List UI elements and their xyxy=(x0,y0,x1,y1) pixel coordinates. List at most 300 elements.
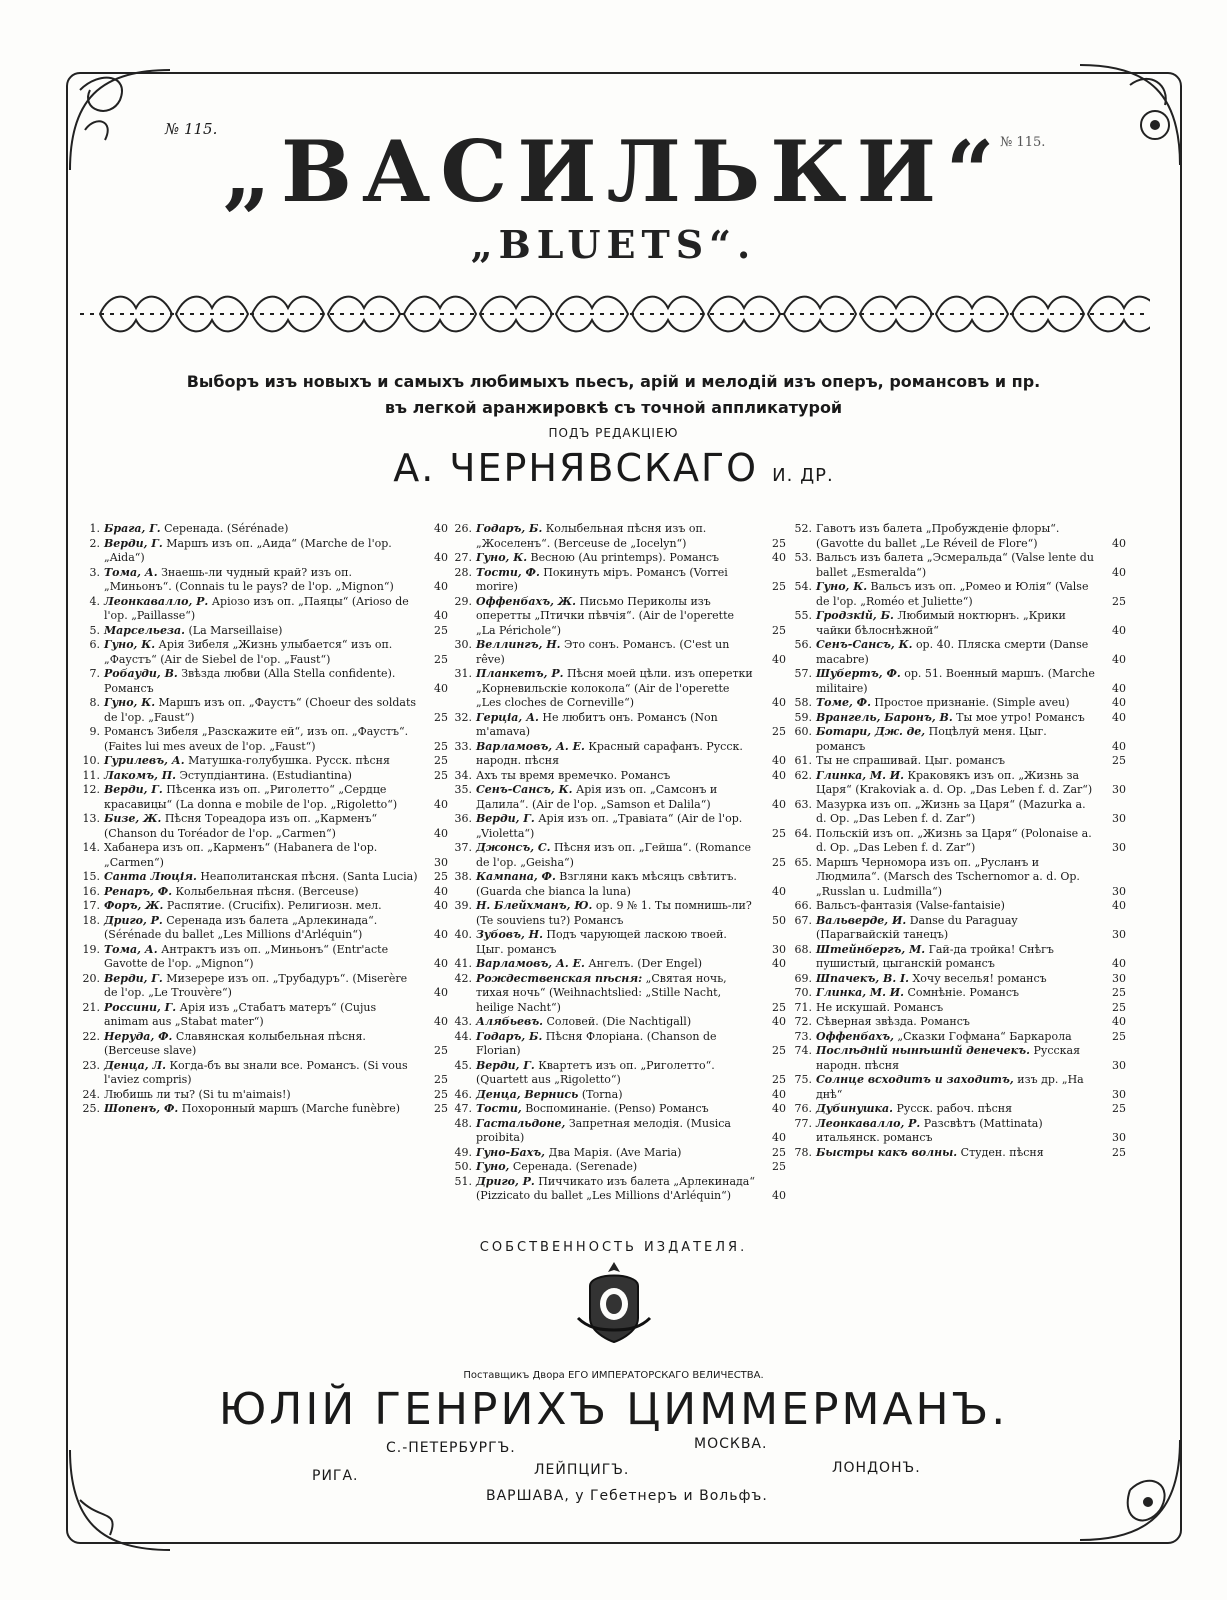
entry-text xyxy=(476,522,756,551)
entry-price: 40 xyxy=(1112,536,1126,550)
entry-title: Ахъ ты время времечко. Романсъ xyxy=(476,768,671,782)
city-moscow: МОСКВА. xyxy=(694,1436,768,1452)
entry-number: 26. xyxy=(454,522,472,535)
entry-number: 4. xyxy=(89,594,100,608)
entry-text xyxy=(816,609,1096,638)
entry-price: 25 xyxy=(772,1073,786,1086)
entry-price: 30 xyxy=(1112,783,1126,796)
entry-title: Вальсъ изъ балета „Эсмеральда“ (Valse lente du ballet „Esmeralda“) xyxy=(816,551,1094,579)
entry-composer: Варламовъ, А. Е. xyxy=(476,957,585,970)
entry-number: 25. xyxy=(82,1102,100,1115)
editor-name-text: А. ЧЕРНЯВСКАГО xyxy=(393,446,759,490)
entry-price: 40 xyxy=(772,696,786,709)
entry-number: 7. xyxy=(89,667,100,680)
entry-price: 40 xyxy=(434,986,448,999)
entry-composer: Штейнбергъ, М. xyxy=(816,942,926,956)
entry-title: Похоронный маршъ (Marche funèbre) xyxy=(181,1102,401,1115)
catalog-entry xyxy=(80,522,448,537)
entry-number: 16. xyxy=(82,884,100,898)
entry-composer: Денца, Вернись xyxy=(476,1087,579,1101)
entry-composer: Гуно, xyxy=(476,1160,510,1173)
entry-price: 40 xyxy=(434,928,448,941)
entry-composer: Шопенъ, Ф. xyxy=(104,1102,179,1115)
entry-number: 69. xyxy=(794,971,812,985)
entry-text xyxy=(476,972,756,1016)
entry-text xyxy=(104,943,418,972)
entry-price: 40 xyxy=(1112,696,1126,709)
entry-number: 3. xyxy=(89,565,100,579)
entry-title: Весною (Au printemps). Романсъ xyxy=(530,551,719,564)
entry-title: Это сонъ. Романсъ. (C'est un rêve) xyxy=(476,638,730,666)
description-line-3: ПОДЪ РЕДАКЦІЕЮ xyxy=(548,426,679,440)
entry-price: 25 xyxy=(772,725,786,738)
entry-price: 30 xyxy=(1112,971,1126,985)
entry-number: 2. xyxy=(89,536,100,550)
entry-title: Вальсъ-фантазія (Valse-fantaisie) xyxy=(816,899,1005,912)
entry-composer: Оффенбахъ, Ж. xyxy=(476,594,576,608)
entry-title: Серенада изъ балета „Арлекинада“. (Sérénade du ballet „Les Millions d'Arléquin“) xyxy=(104,913,378,941)
entry-number: 1. xyxy=(89,522,100,535)
entry-number: 20. xyxy=(82,971,100,985)
entry-title: Пѣсня Флоріана. (Chanson de Florian) xyxy=(476,1029,717,1057)
catalog-entry xyxy=(452,812,786,841)
entry-text xyxy=(816,551,1096,580)
entry-text xyxy=(104,1001,418,1030)
catalog-entry xyxy=(792,1102,1126,1117)
entry-title: Любимый ноктюрнъ. „Крики чайки бѣлоснѣжной“ xyxy=(816,609,1066,637)
imperial-crest-icon xyxy=(574,1258,654,1344)
entry-price: 25 xyxy=(772,1044,786,1057)
entry-text xyxy=(476,899,756,928)
entry-price: 40 xyxy=(772,1102,786,1115)
entry-composer: Бизе, Ж. xyxy=(104,812,162,825)
entry-number: 60. xyxy=(794,725,812,738)
catalog-entry xyxy=(452,972,786,1016)
entry-title: Воспоминаніе. (Penso) Романсъ xyxy=(525,1102,709,1115)
entry-composer: Гуно, К. xyxy=(816,580,868,593)
supplier-line: Поставщикъ Двора ЕГО ИМПЕРАТОРСКАГО ВЕЛИЧЕСТВА. xyxy=(463,1370,764,1381)
catalog-entry xyxy=(792,580,1126,609)
entry-number: 32. xyxy=(454,710,472,724)
entry-number: 78. xyxy=(794,1145,812,1159)
catalog-entry xyxy=(452,522,786,551)
catalog-entry xyxy=(80,725,448,754)
entry-number: 37. xyxy=(454,841,472,854)
entry-price: 40 xyxy=(434,1015,448,1028)
entry-title: Арія изъ „Стабатъ матеръ“ (Cujus animam aus „Stabat mater“) xyxy=(104,1000,377,1028)
entry-title: Мизерере изъ оп. „Трубадуръ“. (Miserère de l'op. „Le Trouvère“) xyxy=(104,971,408,999)
entry-price: 40 xyxy=(434,797,448,811)
entry-text xyxy=(816,798,1096,827)
entry-price: 25 xyxy=(434,768,448,782)
entry-composer: Дриго, Р. xyxy=(104,913,163,927)
catalog-entry xyxy=(452,740,786,769)
entry-composer: Форъ, Ж. xyxy=(104,899,164,912)
entry-number: 24. xyxy=(82,1087,100,1101)
entry-price: 30 xyxy=(1112,812,1126,825)
catalog-entry xyxy=(792,1073,1126,1102)
entry-title: Мазурка изъ оп. „Жизнь за Царя“ (Mazurka a. d. Op. „Das Leben f. d. Zar“) xyxy=(816,797,1086,825)
entry-title: Не искушай. Романсъ xyxy=(816,1000,944,1014)
entry-text xyxy=(104,522,418,537)
entry-price: 40 xyxy=(434,609,448,622)
catalog-entry xyxy=(80,1059,448,1088)
entry-title: „Сказки Гофмана“ Баркарола xyxy=(897,1029,1072,1043)
catalog-entry xyxy=(452,711,786,740)
catalog-entry xyxy=(80,769,448,784)
entry-composer: Верди, Г. xyxy=(104,536,163,550)
catalog-entry xyxy=(452,1030,786,1059)
entry-number: 12. xyxy=(82,783,100,796)
entry-title: Хабанера изъ оп. „Карменъ“ (Habanera de l'op. „Carmen“) xyxy=(104,841,378,869)
entry-number: 51. xyxy=(454,1174,472,1188)
catalog-entry xyxy=(80,783,448,812)
entry-number: 56. xyxy=(794,638,812,651)
entry-number: 10. xyxy=(82,754,100,767)
catalog-entry xyxy=(792,1015,1126,1030)
entry-title: Гавотъ изъ балета „Пробужденіе флоры“. (Gavotte du ballet „Le Réveil de Flore“) xyxy=(816,522,1060,550)
entry-text xyxy=(816,914,1096,943)
catalog-entry xyxy=(792,1117,1126,1146)
entry-composer: Шпачекъ, В. І. xyxy=(816,971,909,985)
entry-composer: Оффенбахъ, xyxy=(816,1029,894,1043)
entry-text xyxy=(104,1088,418,1103)
entry-title: Матушка-голубушка. Русск. пѣсня xyxy=(188,754,390,767)
entry-composer: Тости, xyxy=(476,1102,522,1115)
entry-composer: Тости, Ф. xyxy=(476,565,540,579)
entry-number: 59. xyxy=(794,710,812,724)
entry-number: 64. xyxy=(794,826,812,840)
entry-text xyxy=(476,638,756,667)
entry-composer: Робауди, В. xyxy=(104,667,178,680)
entry-text xyxy=(104,754,418,769)
entry-text xyxy=(816,711,1096,726)
entry-composer: Леонкавалло, Р. xyxy=(104,594,209,608)
entry-title: Гай-да тройка! Снѣгъ пушистый, цыганскій романсъ xyxy=(816,942,1054,970)
entry-number: 66. xyxy=(794,899,812,912)
catalog-entry xyxy=(80,812,448,841)
entry-composer: Гурилевъ, А. xyxy=(104,754,185,767)
entry-composer: Тома, А. xyxy=(104,942,158,956)
entry-text xyxy=(104,1102,418,1117)
entry-title: Ты не спрашивай. Цыг. романсъ xyxy=(816,754,1006,767)
catalog-entry xyxy=(452,783,786,812)
entry-composer: Глинка, М. И. xyxy=(816,768,904,782)
entry-title: Маршъ изъ оп. „Аида“ (Marche de l'op. „Aida“) xyxy=(104,536,392,564)
entry-price: 40 xyxy=(772,754,786,767)
entry-price: 40 xyxy=(434,884,448,898)
entry-title: Арія Зибеля „Жизнь улыбается“ изъ оп. „Фаустъ“ (Air de Siebel de l'op. „Faust“) xyxy=(104,638,393,666)
entry-title: Пѣсня Тореадора изъ оп. „Карменъ“ (Chanson du Toréador de l'op. „Carmen“) xyxy=(104,812,378,840)
entry-price: 25 xyxy=(772,1160,786,1173)
entry-composer: Верди, Г. xyxy=(476,812,535,825)
entry-text xyxy=(476,566,756,595)
entry-price: 25 xyxy=(772,580,786,593)
entry-text xyxy=(476,740,756,769)
entry-number: 8. xyxy=(89,696,100,709)
entry-price: 40 xyxy=(772,652,786,666)
catalog-entry xyxy=(452,1146,786,1161)
entry-number: 55. xyxy=(794,609,812,622)
entry-title: Хочу веселья! романсъ xyxy=(912,971,1047,985)
catalog-entry xyxy=(80,914,448,943)
entry-text xyxy=(104,566,418,595)
entry-title: Любишь ли ты? (Si tu m'aimais!) xyxy=(104,1087,291,1101)
entry-title: Эступдіантина. (Estudiantina) xyxy=(179,768,352,782)
entry-price: 40 xyxy=(1112,957,1126,970)
entry-composer: Послѣдній нынѣшній денечекъ. xyxy=(816,1044,1030,1057)
entry-text xyxy=(104,841,418,870)
entry-text xyxy=(476,1030,756,1059)
entry-text xyxy=(476,870,756,899)
issue-number-left: № 115. xyxy=(165,120,218,138)
entry-text xyxy=(104,914,418,943)
entry-text xyxy=(816,696,1096,711)
entry-number: 70. xyxy=(794,986,812,999)
entry-composer: Леонкавалло, Р. xyxy=(816,1116,921,1130)
entry-title: Польскій изъ оп. „Жизнь за Царя“ (Polonaise a. d. Op. „Das Leben f. d. Zar“) xyxy=(816,826,1092,854)
description-line-1: Выборъ изъ новыхъ и самыхъ любимыхъ пьесъ, арій и мелодій изъ оперъ, романсовъ и пр. xyxy=(186,372,1041,391)
entry-title: ор. 51. Военный маршъ. (Marche militaire) xyxy=(816,667,1095,695)
city-warsaw: ВАРШАВА, у Гебетнеръ и Вольфъ. xyxy=(486,1488,768,1504)
entry-title: Маршъ Черномора изъ оп. „Русланъ и Людмила“. (Marsch des Tschernomor a. d. Op. „Russlan u. Ludmilla“) xyxy=(816,855,1080,898)
entry-number: 15. xyxy=(82,870,100,883)
entry-text xyxy=(816,1044,1096,1073)
entry-title: Распятие. (Crucifix). Религиозн. мел. xyxy=(166,899,382,912)
catalog-entry xyxy=(80,943,448,972)
entry-title: Колыбельная пѣсня изъ оп. „Жоселенъ“. (Berceuse de „Iocelyn“) xyxy=(476,522,707,550)
entry-price: 40 xyxy=(772,1189,786,1202)
entry-composer: Брага, Г. xyxy=(104,522,161,535)
entry-price: 25 xyxy=(434,652,448,666)
entry-title: Неаполитанская пѣсня. (Santa Lucia) xyxy=(200,870,418,883)
entry-title: изъ др. „На днѣ“ xyxy=(816,1073,1084,1101)
catalog-entry xyxy=(792,986,1126,1001)
catalog-entry xyxy=(792,551,1126,580)
catalog-entry xyxy=(792,711,1126,726)
entry-number: 54. xyxy=(794,580,812,593)
entry-price: 25 xyxy=(434,1073,448,1086)
entry-price: 25 xyxy=(772,1000,786,1014)
entry-number: 52. xyxy=(794,522,812,535)
entry-price: 25 xyxy=(434,1087,448,1101)
catalog-entry xyxy=(452,551,786,566)
entry-number: 75. xyxy=(794,1073,812,1086)
entry-text xyxy=(104,624,418,639)
entry-price: 25 xyxy=(434,870,448,883)
catalog-entry xyxy=(792,798,1126,827)
catalog-entry xyxy=(792,943,1126,972)
entry-price: 25 xyxy=(434,1102,448,1115)
page-title: „ВАСИЛЬКИ“ xyxy=(222,122,1005,221)
entry-number: 49. xyxy=(454,1145,472,1159)
entry-number: 42. xyxy=(454,971,472,985)
entry-price: 25 xyxy=(434,710,448,724)
catalog-entry xyxy=(452,638,786,667)
catalog-entry xyxy=(792,827,1126,856)
entry-price: 25 xyxy=(1112,754,1126,767)
entry-number: 77. xyxy=(794,1116,812,1130)
page-subtitle: „BLUETS“. xyxy=(470,222,757,267)
editor-name xyxy=(0,446,1227,490)
entry-price: 40 xyxy=(1112,623,1126,637)
entry-text xyxy=(476,957,756,972)
entry-title: Взгляни какъ мѣсяцъ свѣтитъ. (Guarda che bianca la luna) xyxy=(476,870,737,898)
entry-text xyxy=(476,841,756,870)
entry-text xyxy=(816,1001,1096,1016)
entry-number: 29. xyxy=(454,594,472,608)
catalog-entry xyxy=(452,769,786,784)
entry-number: 18. xyxy=(82,913,100,927)
entry-price: 40 xyxy=(434,826,448,840)
entry-price: 25 xyxy=(434,1044,448,1057)
catalog-entry xyxy=(792,638,1126,667)
entry-text xyxy=(476,667,756,711)
catalog-column-3 xyxy=(792,522,1126,1160)
entry-number: 35. xyxy=(454,783,472,796)
catalog-entry xyxy=(80,899,448,914)
entry-title: Пѣсня моей цѣли. изъ оперетки „Корневильскіе колокола“ (Air de l'operette „Les cloches de Corneville“) xyxy=(476,667,753,709)
entry-text xyxy=(476,812,756,841)
entry-title: Когда-бъ вы знали все. Романсъ. (Si vous l'aviez compris) xyxy=(104,1058,408,1086)
entry-price: 40 xyxy=(772,957,786,970)
entry-price: 40 xyxy=(1112,565,1126,579)
entry-number: 71. xyxy=(794,1000,812,1014)
entry-composer: Гастальдоне, xyxy=(476,1116,566,1130)
entry-number: 39. xyxy=(454,899,472,912)
entry-title: Знаешь-ли чудный край? изъ оп. „Миньонъ“. (Connais tu le pays? de l'op. „Mignon“) xyxy=(104,565,394,593)
entry-composer: Тома, А. xyxy=(104,565,158,579)
issue-number-right: № 115. xyxy=(1000,135,1046,150)
entry-price: 40 xyxy=(1112,739,1126,753)
entry-number: 11. xyxy=(82,768,100,782)
catalog-entry xyxy=(80,972,448,1001)
entry-price: 30 xyxy=(1112,1058,1126,1072)
decorative-ornament-band xyxy=(80,288,1150,340)
entry-composer: Ботари, Дж. де, xyxy=(816,725,926,738)
entry-price: 25 xyxy=(772,826,786,840)
entry-number: 33. xyxy=(454,739,472,753)
entry-text xyxy=(816,1015,1096,1030)
entry-number: 43. xyxy=(454,1015,472,1028)
catalog-entry xyxy=(452,667,786,711)
entry-composer: Варламовъ, А. Е. xyxy=(476,739,585,753)
entry-number: 47. xyxy=(454,1102,472,1115)
entry-composer: Быстры какъ волны. xyxy=(816,1145,958,1159)
entry-price: 30 xyxy=(1112,928,1126,941)
entry-price: 25 xyxy=(1112,594,1126,608)
entry-title: Маршъ изъ оп. „Фаустъ“ (Choeur des soldats de l'op. „Faust“) xyxy=(104,696,417,724)
entry-composer: Верди, Г. xyxy=(104,783,163,796)
city-london: ЛОНДОНЪ. xyxy=(832,1460,921,1476)
entry-composer: Гуно-Бахъ, xyxy=(476,1145,546,1159)
entry-number: 13. xyxy=(82,812,100,825)
entry-price: 30 xyxy=(1112,841,1126,854)
entry-text xyxy=(816,1102,1096,1117)
entry-price: 25 xyxy=(434,754,448,767)
entry-price: 25 xyxy=(434,623,448,637)
entry-price: 40 xyxy=(772,1131,786,1144)
entry-price: 40 xyxy=(772,1015,786,1028)
entry-title: Аріозо изъ оп. „Паяцы“ (Arioso de l'op. „Paillasse“) xyxy=(104,594,409,622)
entry-text xyxy=(816,754,1096,769)
entry-price: 40 xyxy=(434,957,448,970)
entry-composer: Глинка, М. И. xyxy=(816,986,904,999)
editor-suffix: И. ДР. xyxy=(772,465,834,486)
catalog-entry xyxy=(80,841,448,870)
catalog-entry xyxy=(792,1044,1126,1073)
entry-title: „Святая ночь, тихая ночь“ (Weihnachtslied: „Stille Nacht, heilige Nacht“) xyxy=(476,971,727,1014)
entry-text xyxy=(816,972,1096,987)
publisher-name: ЮЛІЙ ГЕНРИХЪ ЦИММЕРМАНЪ. xyxy=(218,1384,1009,1435)
entry-composer: Рождественская пѣсня: xyxy=(476,971,643,985)
entry-price: 25 xyxy=(1112,1029,1126,1043)
entry-price: 25 xyxy=(1112,1102,1126,1115)
entry-number: 61. xyxy=(794,754,812,767)
entry-title: Не любитъ онъ. Романсъ (Non m'amava) xyxy=(476,710,718,738)
catalog-entry xyxy=(80,1088,448,1103)
entry-number: 65. xyxy=(794,855,812,869)
entry-text xyxy=(816,827,1096,856)
entry-text xyxy=(816,943,1096,972)
entry-title: Соловей. (Die Nachtigall) xyxy=(546,1015,692,1028)
catalog-entry xyxy=(80,1001,448,1030)
entry-title: Ангелъ. (Der Engel) xyxy=(588,957,703,970)
entry-number: 63. xyxy=(794,797,812,811)
entry-number: 74. xyxy=(794,1044,812,1057)
entry-text xyxy=(476,1117,756,1146)
entry-number: 48. xyxy=(454,1116,472,1130)
entry-title: Арія изъ оп. „Травіата“ (Air de l'op. „Violetta“) xyxy=(476,812,743,840)
catalog-entry xyxy=(452,1059,786,1088)
entry-number: 9. xyxy=(89,725,100,738)
entry-composer: Дубинушка. xyxy=(816,1102,893,1115)
entry-text xyxy=(476,1175,756,1204)
entry-text xyxy=(816,1030,1096,1045)
entry-number: 67. xyxy=(794,913,812,927)
city-spb: С.-ПЕТЕРБУРГЪ. xyxy=(386,1440,516,1456)
entry-composer: Дриго, Р. xyxy=(476,1174,535,1188)
entry-title: Серенада. (Sérénade) xyxy=(164,522,289,535)
entry-number: 22. xyxy=(82,1029,100,1043)
catalog-entry xyxy=(792,856,1126,900)
entry-title: Антрактъ изъ оп. „Миньонъ“ (Entr'acte Gavotte de l'op. „Mignon“) xyxy=(104,942,389,970)
entry-text xyxy=(104,885,418,900)
entry-composer: Сенъ-Сансъ, К. xyxy=(816,638,913,651)
entry-price: 30 xyxy=(1112,1087,1126,1101)
entry-composer: Зубовъ, Н. xyxy=(476,928,543,941)
entry-number: 46. xyxy=(454,1087,472,1101)
catalog-entry xyxy=(80,566,448,595)
entry-title: (Torna) xyxy=(581,1087,623,1101)
entry-number: 27. xyxy=(454,551,472,564)
entry-price: 25 xyxy=(772,536,786,550)
entry-price: 25 xyxy=(1112,986,1126,999)
entry-text xyxy=(104,638,418,667)
entry-price: 25 xyxy=(772,855,786,869)
entry-title: Русск. рабоч. пѣсня xyxy=(896,1102,1013,1115)
entry-number: 50. xyxy=(454,1160,472,1173)
entry-composer: Денца, Л. xyxy=(104,1058,166,1072)
entry-text xyxy=(476,769,756,784)
entry-number: 28. xyxy=(454,565,472,579)
catalog-entry xyxy=(452,1160,786,1175)
entry-text xyxy=(816,769,1096,798)
entry-text xyxy=(476,1059,756,1088)
entry-title: Вальсъ изъ оп. „Ромео и Юлія“ (Valse de l'op. „Roméo et Juliette“) xyxy=(816,580,1089,608)
entry-price: 25 xyxy=(1112,1145,1126,1159)
entry-title: Ты мое утро! Романсъ xyxy=(956,710,1085,724)
